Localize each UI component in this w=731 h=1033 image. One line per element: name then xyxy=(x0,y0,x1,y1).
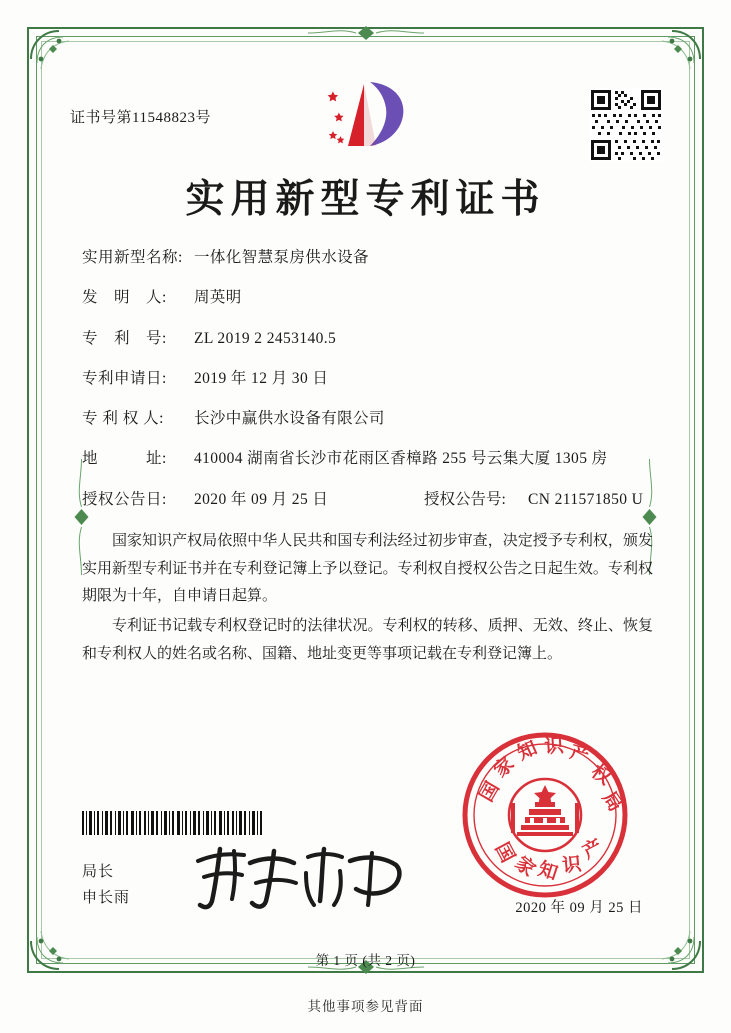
page-title: 实用新型专利证书 xyxy=(185,176,546,222)
field-value: 长沙中赢供水设备有限公司 xyxy=(194,410,385,427)
svg-text:局: 局 xyxy=(597,787,627,816)
legal-paragraph: 国家知识产权局依照中华人民共和国专利法经过初步审查，决定授予专利权，颁发实用新型专利证书并在专利登记簿上予以登记。专利权自授权公告之日起生效。专利权期限为十年，自申请日起算。 xyxy=(82,532,653,605)
svg-text:家: 家 xyxy=(489,752,519,782)
field-label: 授权公告日: xyxy=(82,490,167,508)
barcode-icon xyxy=(82,811,264,835)
svg-text:产: 产 xyxy=(567,740,592,768)
svg-text:权: 权 xyxy=(587,760,616,790)
footnote: 其他事项参见背面 xyxy=(307,999,424,1014)
page-number: 第 1 页 (共 2 页) xyxy=(315,953,416,968)
field-value: 2019 年 12 月 30 日 xyxy=(194,369,329,387)
legal-text xyxy=(82,528,653,669)
svg-text:知: 知 xyxy=(535,857,561,885)
field-row xyxy=(82,367,655,390)
field-value: 周英明 xyxy=(194,289,242,307)
director-signature-block xyxy=(82,860,130,911)
official-red-seal-icon xyxy=(459,729,631,901)
svg-text:产: 产 xyxy=(579,835,607,864)
field-label: 发 明 人: xyxy=(82,289,167,307)
field-label: 专利申请日: xyxy=(82,369,167,387)
director-name: 申长雨 xyxy=(82,889,131,906)
qr-code-icon xyxy=(589,88,663,162)
field-list xyxy=(82,246,655,511)
handwritten-signature-icon xyxy=(190,843,410,913)
director-label: 局长 xyxy=(82,864,115,880)
svg-text:识: 识 xyxy=(543,734,565,758)
svg-text:识: 识 xyxy=(561,853,583,877)
field-row xyxy=(82,407,655,430)
header-row xyxy=(58,60,673,160)
field-label: 实用新型名称: xyxy=(82,249,183,266)
cnipa-star-sail-logo-icon xyxy=(318,74,414,158)
field-label-secondary: 授权公告号: xyxy=(424,490,506,508)
field-row xyxy=(82,327,655,350)
field-value: 410004 湖南省长沙市花雨区香樟路 255 号云集大厦 1305 房 xyxy=(194,450,608,468)
field-value-secondary: CN 211571850 U xyxy=(528,490,644,508)
field-value: 一体化智慧泵房供水设备 xyxy=(194,249,369,266)
svg-text:国: 国 xyxy=(490,839,519,867)
certificate-content xyxy=(58,60,673,968)
field-row xyxy=(82,447,655,470)
svg-text:国: 国 xyxy=(475,778,504,806)
legal-paragraph: 专利证书记载专利权登记时的法律状况。专利权的转移、质押、无效、终止、恢复和专利权人的姓名或名称、国籍、地址变更等事项记载在专利登记簿上。 xyxy=(82,618,653,662)
edge-ornament-icon xyxy=(306,24,426,47)
field-label: 专 利 权 人: xyxy=(82,410,164,427)
svg-text:家: 家 xyxy=(510,851,540,882)
field-label: 地 址: xyxy=(82,450,167,468)
field-row xyxy=(82,246,655,269)
field-row-dual xyxy=(82,488,655,511)
field-row xyxy=(82,286,655,309)
field-value: ZL 2019 2 2453140.5 xyxy=(194,329,337,347)
field-label: 专 利 号: xyxy=(82,329,167,347)
field-value: 2020 年 09 月 25 日 xyxy=(194,490,329,508)
svg-text:知: 知 xyxy=(514,736,541,765)
seal-date: 2020 年 09 月 25 日 xyxy=(515,900,643,916)
certificate-number: 证书号第11548823号 xyxy=(70,110,211,126)
